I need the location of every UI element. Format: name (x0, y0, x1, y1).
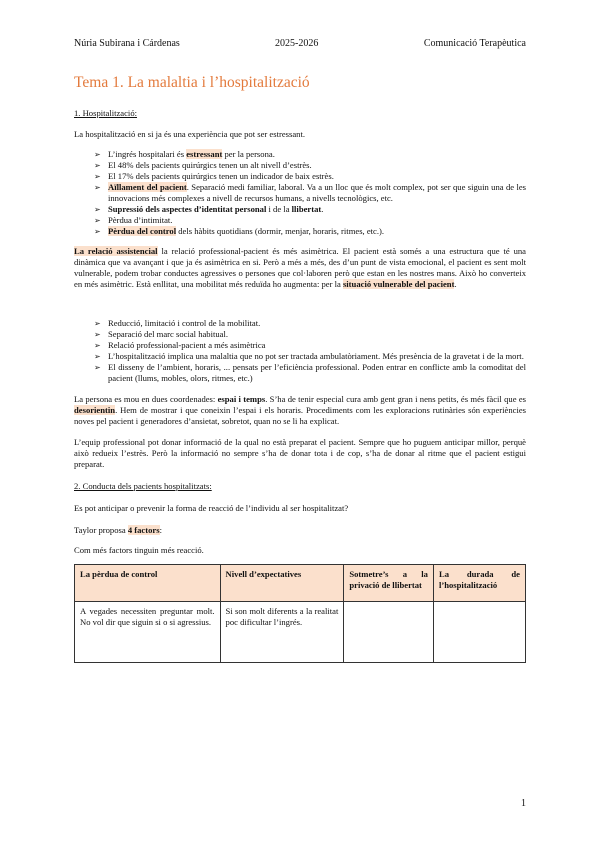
paragraph-informacio: L’equip professional pot donar informació de la qual no està preparat el pacient. Sempre que ho puguem anticipar millor, perquè això redueix l’estrès. Però la informació no sempre s’ha de donar tota i de cop, s’ha de donar al ritme que el pacient estigui preparat. (74, 437, 526, 469)
section-1-heading: 1. Hospitalització: (74, 108, 138, 118)
factors-table (74, 564, 526, 663)
table-cell: A vegades necessiten preguntar molt. No vol dir que siguin si o si agressius. (75, 602, 221, 663)
table-header-row (75, 565, 526, 602)
list-item: ➢ L’hospitalització implica una malaltia que no pot ser tractada ambulatòriament. Més presència de la gravetat i de la mort. (94, 351, 526, 362)
header-year: 2025-2026 (275, 38, 319, 49)
list-item: ➢ L’ingrés hospitalari és estressant per la persona. (94, 149, 526, 160)
paragraph-espai-temps: La persona es mou en dues coordenades: espai i temps. S’ha de tenir especial cura amb gent gran i nens petits, és més fàcil que es desorientin. Hem de mostrar i que coneixin l’espai i els horaris. Procediments com les exploracions rutinàries són experiències noves pel pacient i generadores d’ansietat, sobretot, quan no se li ha explicat. (74, 394, 527, 426)
list-item: ➢ El 48% dels pacients quirúrgics tenen un alt nivell d’estrès. (94, 160, 526, 171)
list-item: ➢ Reducció, limitació i control de la mobilitat. (94, 318, 526, 329)
table-cell (344, 602, 434, 663)
section-2-heading: 2. Conducta dels pacients hospitalitzats: (74, 481, 212, 491)
table-header-cell: Sotmetre’s a la privació de llibertat (344, 565, 434, 602)
consequences-list (74, 318, 526, 384)
list-item: ➢ Relació professional-pacient a més asimètrica (94, 340, 526, 351)
header-subject: Comunicació Terapèutica (423, 38, 526, 49)
table-header-cell: Nivell d’expectatives (220, 565, 344, 602)
table-cell (433, 602, 525, 663)
taylor-line: Taylor proposa 4 factors: (74, 525, 162, 535)
list-item: ➢ El 17% dels pacients quirúrgics tenen un indicador de baix estrès. (94, 171, 526, 182)
list-item: ➢ Separació del marc social habitual. (94, 329, 526, 340)
factors-line: Com més factors tinguin més reacció. (74, 545, 204, 555)
section-2-question: Es pot anticipar o prevenir la forma de reacció de l’individu al ser hospitalitzat? (74, 503, 349, 513)
header-author: Núria Subirana i Cárdenas (74, 38, 180, 49)
list-item: ➢ Aïllament del pacient. Separació medi familiar, laboral. Va a un lloc que és molt complex, pot ser que siguin una de les innovacions més complexes a nivell de recursos humans, a nivells tecnològics, etc. (94, 182, 526, 204)
list-item: ➢ Pèrdua del control dels hàbits quotidians (dormir, menjar, horaris, ritmes, etc.). (94, 226, 526, 237)
table-header-cell: La pèrdua de control (75, 565, 221, 602)
document-title: Tema 1. La malaltia i l’hospitalització (74, 74, 310, 91)
page-number: 1 (521, 798, 526, 809)
document-body (74, 108, 526, 663)
section-1-intro: La hospitalització en si ja és una experiència que pot ser estressant. (74, 129, 305, 139)
list-item: ➢ Pèrdua d’intimitat. (94, 215, 526, 226)
list-item: ➢ Supressió dels aspectes d’identitat personal i de la llibertat. (94, 204, 526, 215)
list-item: ➢ El disseny de l’ambient, horaris, ... pensats per l’eficiència professional. Poden entrar en conflicte amb la comoditat del pacient (llums, mobles, olors, ritmes, etc.) (94, 362, 526, 384)
paragraph-relacio-assistencial: La relació assistencial la relació professional-pacient és més asimètrica. El pacient està somés a una estructura que té una dinàmica que va avançant i que ja és asimètrica en si. Però a més a més, des d’un punt de vista emocional, el pacient es sent molt vulnerable, podem trobar conductes agressives o persones que col·laboren però que estan en les nostres mans. Això ho converteix en més asimètric. Està enllitat, una mobilitat més reduïda ho augmenta: per la situació vulnerable del pacient. (74, 246, 526, 289)
table-cell: Si son molt diferents a la realitat poc dificultar l’ingrés. (220, 602, 344, 663)
table-row (75, 602, 526, 663)
stress-list (74, 149, 526, 237)
table-header-cell: La durada de l’hospitalització (433, 565, 525, 602)
